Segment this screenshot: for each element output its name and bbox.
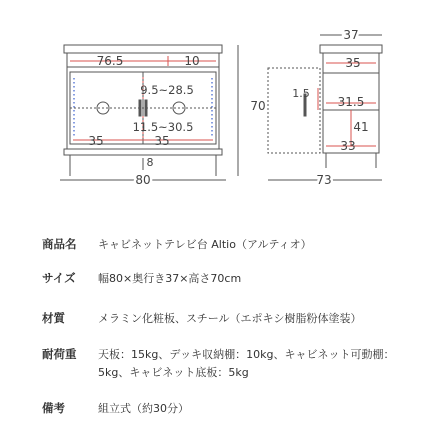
side-top-depth: 37 [343, 28, 359, 42]
spec-value: キャビネットテレビ台 Altio（アルティオ） [98, 238, 312, 251]
front-upper-range: 9.5~28.5 [140, 83, 194, 97]
front-top-board [64, 45, 222, 53]
spec-label: 商品名 [42, 237, 77, 251]
side-outer-dims [268, 35, 382, 180]
front-height: 70 [250, 99, 266, 113]
spec-label: 材質 [42, 311, 65, 325]
side-top-board [320, 45, 382, 53]
front-width-top: 76.5 [96, 54, 124, 68]
spec-value: 組立式（約30分） [98, 402, 189, 415]
front-base [64, 149, 222, 155]
handle-left [139, 100, 141, 116]
spec-label: 備考 [42, 401, 65, 415]
spec-label: サイズ [42, 271, 76, 285]
front-lower-range: 11.5~30.5 [132, 120, 194, 134]
spec-value: 幅80×奥行き37×高さ70cm [98, 272, 242, 285]
side-inner-top: 35 [345, 56, 361, 70]
front-top-right: 10 [184, 54, 200, 68]
front-bottom-right: 35 [154, 134, 170, 148]
handle-right [145, 100, 147, 116]
side-shelf-label: 1.5 [292, 87, 310, 100]
front-total-width: 80 [135, 173, 151, 187]
spec-value: メラミン化粧板、スチール（エポキシ樹脂粉体塗装） [98, 312, 362, 325]
side-middle-height: 41 [353, 120, 369, 134]
side-lower-depth: 33 [340, 139, 356, 153]
side-upper-depth: 31.5 [337, 95, 365, 109]
dimension-diagram [0, 0, 440, 200]
spec-label: 耐荷重 [42, 347, 77, 361]
side-total-depth: 73 [316, 173, 332, 187]
side-panel-outline [268, 68, 320, 153]
spec-value: 天板：15kg、デッキ収納棚：10kg、キャビネット可動棚：5kg、キャビネット底板：5kg [98, 348, 395, 379]
front-foot-gap: 8 [146, 156, 154, 169]
front-bottom-left: 35 [88, 134, 104, 148]
